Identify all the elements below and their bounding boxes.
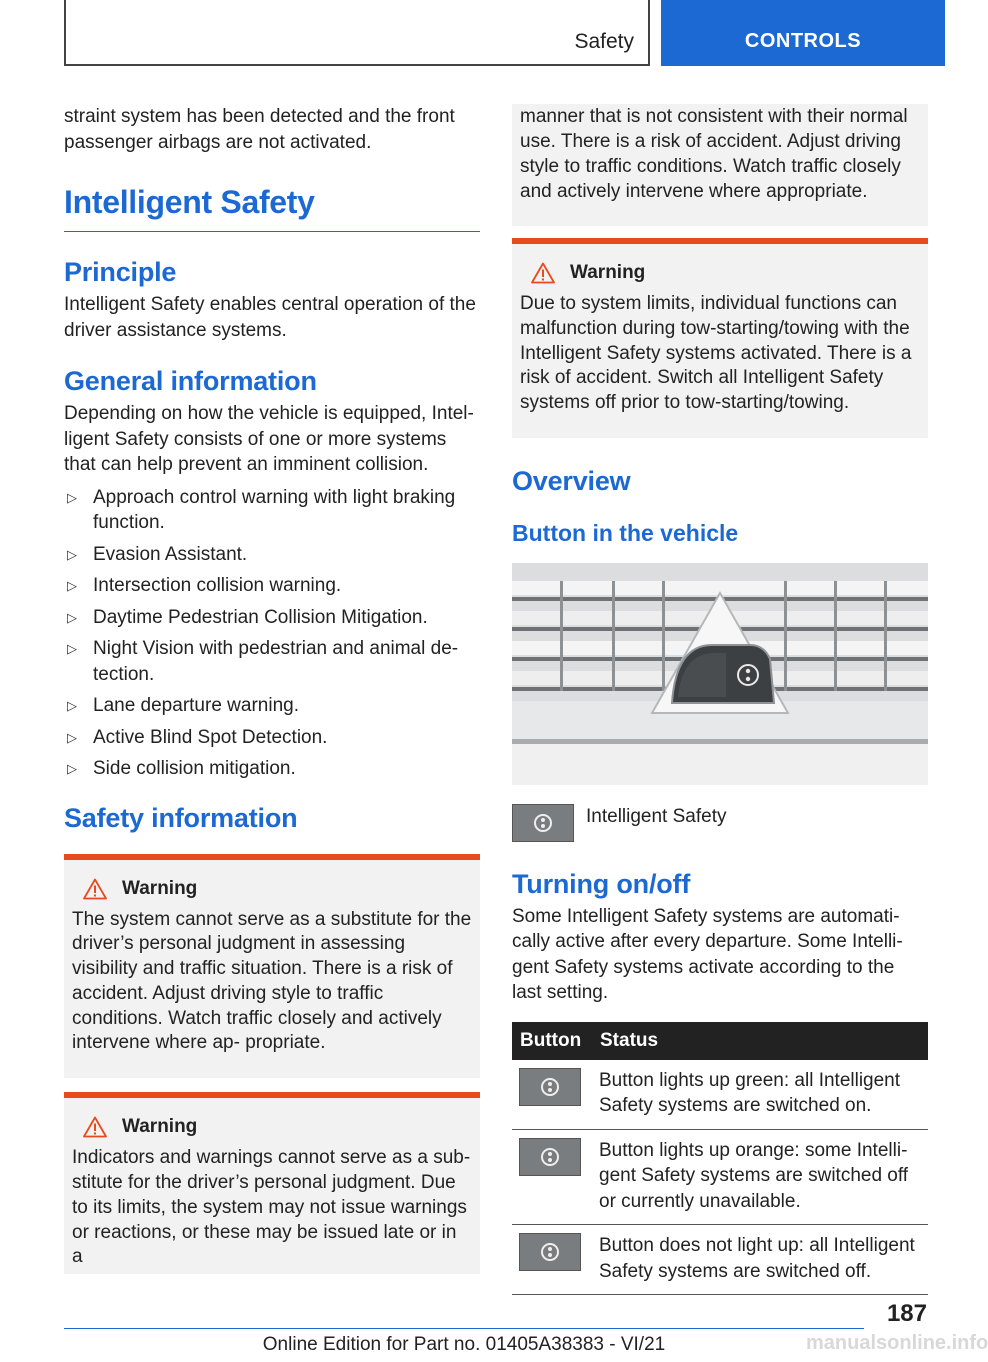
systems-list (64, 485, 480, 782)
header-chapter-label: CONTROLS (744, 30, 862, 52)
list-item: ▷ Side collision mitigation. (64, 756, 480, 782)
watermark: manualsonline.info (806, 1332, 988, 1354)
table-row (512, 1060, 928, 1130)
bullet-icon: ▷ (67, 578, 77, 593)
footer-divider (64, 1328, 864, 1329)
list-item: ▷ Evasion Assistant. (64, 542, 480, 568)
header-chapter-tab (661, 0, 945, 66)
warning-text: Indicators and warnings cannot serve as a sub‐ stitute for the driver’s personal judgment. Due to its limits, the system may not issue warnings or reactions, or these may be issued late or in a (72, 1147, 471, 1268)
list-item: ▷ Night Vision with pedestrian and animal de‐ tection. (67, 638, 459, 685)
button-in-vehicle-heading: Button in the vehicle (512, 519, 739, 546)
warning-continuation-box (512, 104, 928, 226)
button-caption: Intelligent Safety (586, 805, 727, 827)
left-column (64, 104, 480, 1274)
intelligent-safety-button-icon (512, 804, 574, 842)
warning-text: Due to system limits, individual functions can malfunction during tow-starting/towing with the Intelligent Safety systems activated. There is a risk of accident. Switch all Intelligent Safety systems off prior to tow-starting/towing. (520, 293, 912, 414)
page-title: Intelligent Safety (64, 184, 480, 232)
bullet-icon: ▷ (67, 546, 77, 562)
status-text: Button does not light up: all Intelligent Safety systems are switched off. (592, 1225, 928, 1295)
warning-box-2 (64, 1092, 480, 1274)
list-item: ▷ Approach control warning with light braking function. (67, 486, 456, 533)
bullet-icon: ▷ (67, 729, 77, 745)
warning-triangle-icon (83, 878, 107, 900)
header-section-box (64, 0, 650, 66)
status-text: Button lights up orange: some Intelli‐ gent Safety systems are switched off or currently unavailable. (592, 1129, 928, 1225)
warning-title: Warning (122, 877, 198, 899)
principle-heading: Principle (64, 257, 177, 287)
column-header-button: Button (512, 1022, 592, 1060)
warning-title: Warning (570, 262, 646, 283)
table-row (512, 1225, 928, 1295)
bullet-icon: ▷ (67, 609, 77, 625)
warning-triangle-icon (83, 1116, 107, 1138)
vehicle-button-photo (512, 563, 928, 785)
turning-on-off-heading: Turning on/off (512, 868, 691, 899)
warning-text: The system cannot serve as a substitute for the driver’s personal judgment in assessing visibility and traffic situation. There is a risk of accident. Adjust driving style to traffic conditions. Watch traffic closely and actively intervene where ap‐ propriate. (72, 908, 472, 1054)
warning-continued-text: manner that is not consistent with their normal use. There is a risk of accident. Adjust driving style to traffic conditions. Watch traffic closely and actively intervene where appropriate. (520, 106, 908, 202)
page-number: 187 (886, 1300, 927, 1327)
bullet-icon: ▷ (67, 641, 77, 656)
overview-heading: Overview (512, 465, 631, 496)
list-item: ▷ Daytime Pedestrian Collision Mitigation. (64, 605, 480, 631)
warning-box-3 (512, 238, 928, 438)
turning-on-off-text: Some Intelligent Safety systems are automati‐ cally active after every departure. Some Intelli‐ gent Safety systems activate according to the last setting. (512, 905, 903, 1004)
intelligent-safety-button-icon (519, 1068, 581, 1106)
principle-text: Intelligent Safety enables central operation of the driver assistance systems. (64, 294, 476, 341)
general-info-text: Depending on how the vehicle is equipped, Intel‐ ligent Safety consists of one or more systems that can help prevent an imminent collision. (64, 403, 474, 475)
list-item: ▷ Intersection collision warning. (64, 573, 480, 599)
warning-box-1 (64, 854, 480, 1079)
bullet-icon: ▷ (67, 698, 77, 713)
intro-text: straint system has been detected and the front passenger airbags are not activated. (64, 106, 455, 153)
button-status-table (512, 1022, 928, 1296)
intelligent-safety-button-icon (519, 1138, 581, 1176)
bullet-icon: ▷ (67, 761, 77, 776)
table-row (512, 1129, 928, 1225)
header-section-title: Safety (574, 30, 634, 53)
warning-triangle-icon (531, 262, 555, 284)
general-info-heading: General information (64, 366, 317, 396)
warning-title: Warning (122, 1116, 198, 1138)
list-item: ▷ Lane departure warning. (64, 693, 480, 719)
right-column (512, 104, 928, 1295)
safety-info-heading: Safety information (64, 802, 298, 833)
bullet-icon: ▷ (67, 489, 77, 505)
button-caption-row (512, 804, 928, 842)
intelligent-safety-button-icon (519, 1233, 581, 1271)
status-text: Button lights up green: all Intelligent Safety systems are switched on. (592, 1060, 928, 1130)
footer-edition: Online Edition for Part no. 01405A38383 - VI/21 (262, 1334, 666, 1355)
list-item: ▷ Active Blind Spot Detection. (64, 725, 480, 751)
column-header-status: Status (592, 1022, 928, 1060)
